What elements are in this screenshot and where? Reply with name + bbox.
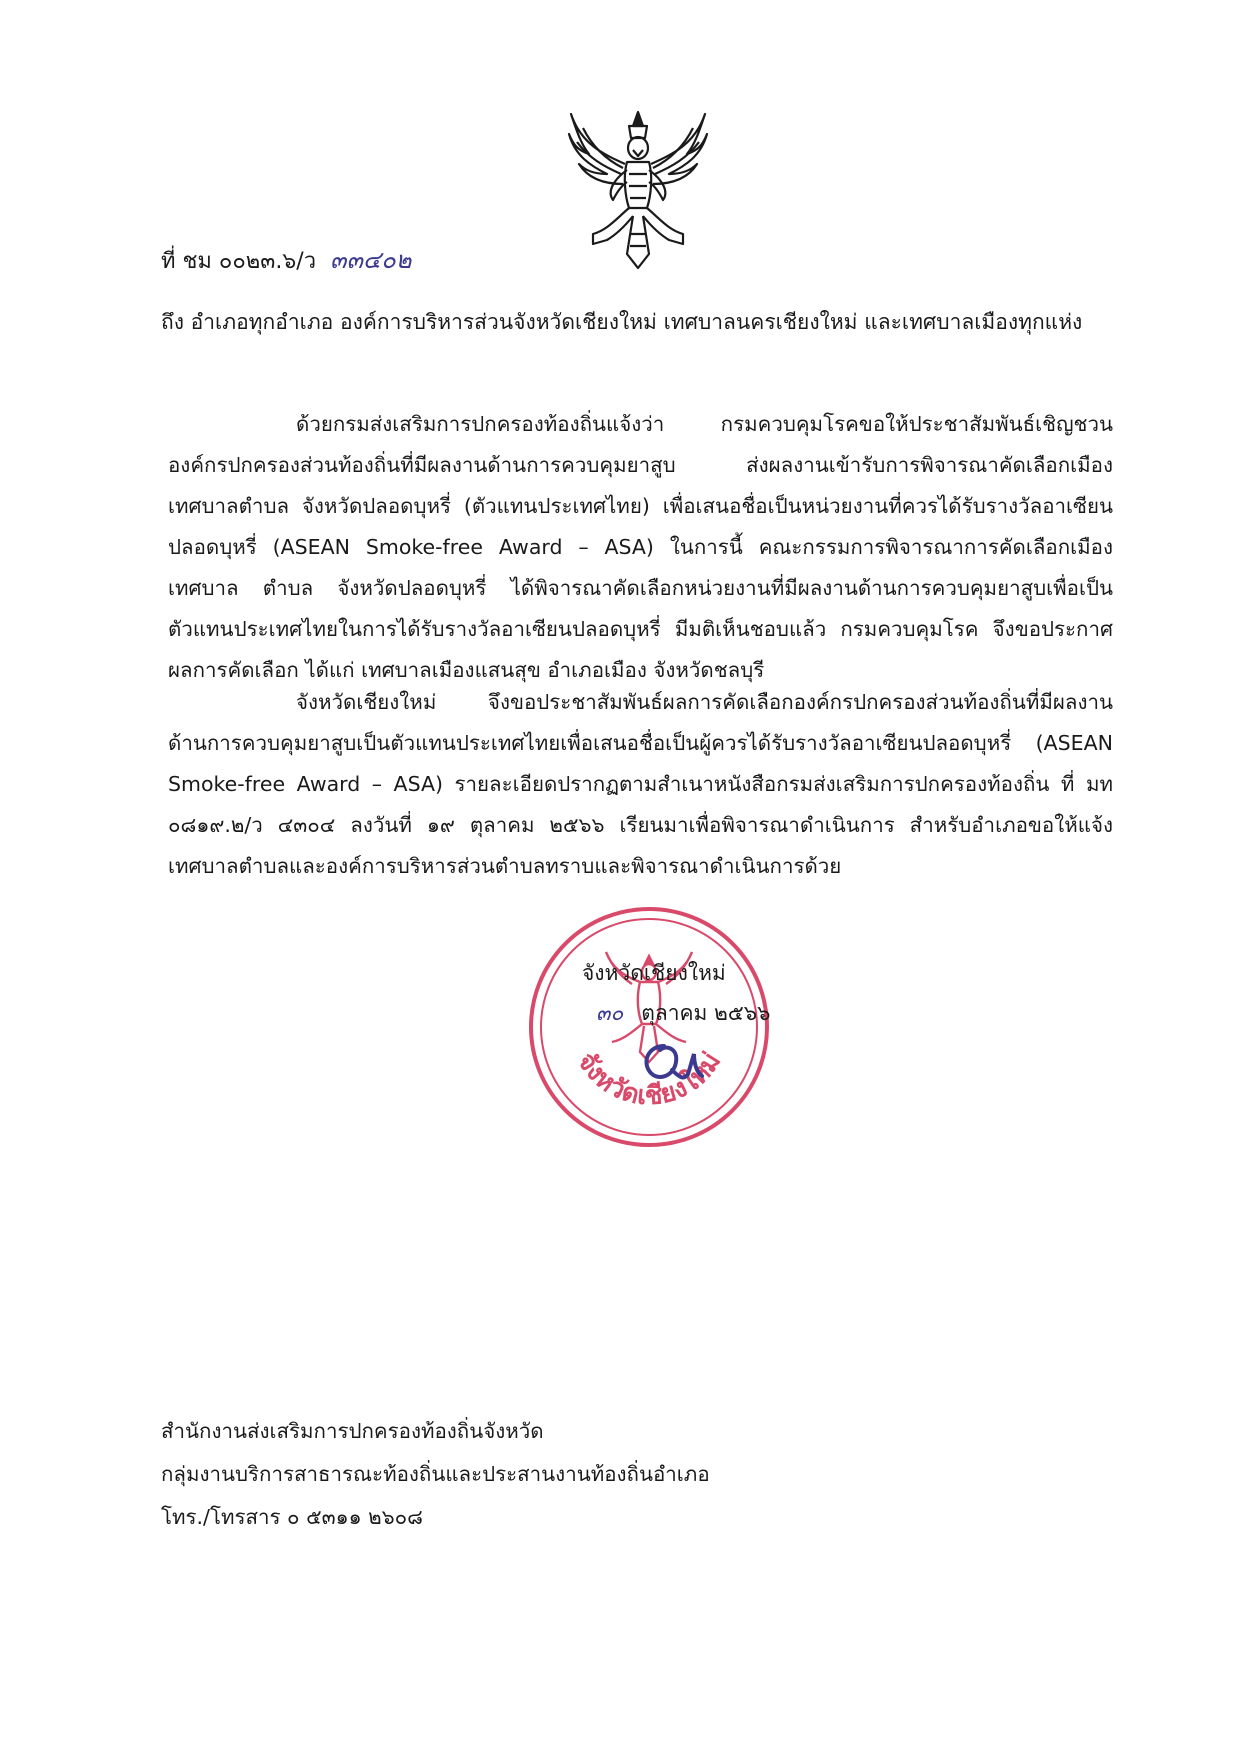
signature-date-month-year: ตุลาคม ๒๕๖๖	[641, 1001, 771, 1025]
body-paragraph-2	[168, 682, 1113, 887]
contact-footer	[161, 1410, 710, 1539]
garuda-emblem-icon	[562, 104, 714, 270]
signature-date-day: ๓๐	[596, 1001, 624, 1025]
reference-number-printed: ที่ ชม ๐๐๒๓.๖/ว	[161, 249, 317, 274]
footer-group: กลุ่มงานบริการสาธารณะท้องถิ่นและประสานงานท้องถิ่นอำเภอ	[161, 1462, 710, 1486]
signatory-province: จังหวัดเชียงใหม่	[582, 961, 726, 985]
footer-office: สำนักงานส่งเสริมการปกครองท้องถิ่นจังหวัด	[161, 1419, 544, 1443]
footer-phone: โทร./โทรสาร ๐ ๕๓๑๑ ๒๖๐๘	[161, 1505, 423, 1529]
body-paragraph-2-text: จังหวัดเชียงใหม่ จึงขอประชาสัมพันธ์ผลการคัดเลือกองค์กรปกครองส่วนท้องถิ่นที่มีผลงาน ด้านการควบคุมยาสูบเป็นตัวแทนประเทศไทยเพื่อเสนอชื่อเป็นผู้ควรได้รับรางวัลอาเซียนปลอดบุหรี่ (ASEAN Smoke-free Award – ASA) รายละเอียดปรากฏตามสำเนาหนังสือกรมส่งเสริมการปกครองท้องถิ่น ที่ มท ๐๘๑๙.๒/ว ๔๓๐๔ ลงวันที่ ๑๙ ตุลาคม ๒๕๖๖ เรียนมาเพื่อพิจารณาดำเนินการ สำหรับอำเภอขอให้แจ้ง เทศบาลตำบลและองค์การบริหารส่วนตำบลทราบและพิจารณาดำเนินการด้วย	[168, 690, 1113, 878]
seal-text: จังหวัดเชียงใหม่	[570, 1047, 728, 1112]
handwritten-signature	[636, 1040, 706, 1086]
reference-number-handwritten: ๓๓๔๐๒	[330, 246, 412, 274]
body-paragraph-1	[168, 404, 1113, 691]
reference-number	[161, 244, 412, 278]
body-paragraph-1-text: ด้วยกรมส่งเสริมการปกครองท้องถิ่นแจ้งว่า กรมควบคุมโรคขอให้ประชาสัมพันธ์เชิญชวน องค์กรปกครองส่วนท้องถิ่นที่มีผลงานด้านการควบคุมยาสูบ ส่งผลงานเข้ารับการพิจารณาคัดเลือกเมือง เทศบาลตำบล จังหวัดปลอดบุหรี่ (ตัวแทนประเทศไทย) เพื่อเสนอชื่อเป็นหน่วยงานที่ควรได้รับรางวัลอาเซียน ปลอดบุหรี่ (ASEAN Smoke-free Award – ASA) ในการนี้ คณะกรรมการพิจารณาการคัดเลือกเมือง เทศบาล ตำบล จังหวัดปลอดบุหรี่ ได้พิจารณาคัดเลือกหน่วยงานที่มีผลงานด้านการควบคุมยาสูบเพื่อเป็น ตัวแทนประเทศไทยในการได้รับรางวัลอาเซียนปลอดบุหรี่ มีมติเห็นชอบแล้ว กรมควบคุมโรค จึงขอประกาศ ผลการคัดเลือก ได้แก่ เทศบาลเมืองแสนสุข อำเภอเมือง จังหวัดชลบุรี	[168, 412, 1113, 682]
signature-date	[596, 998, 770, 1028]
addressee: ถึง อำเภอทุกอำเภอ องค์การบริหารส่วนจังหวัดเชียงใหม่ เทศบาลนครเชียงใหม่ และเทศบาลเมืองทุกแห่ง	[161, 310, 1083, 334]
